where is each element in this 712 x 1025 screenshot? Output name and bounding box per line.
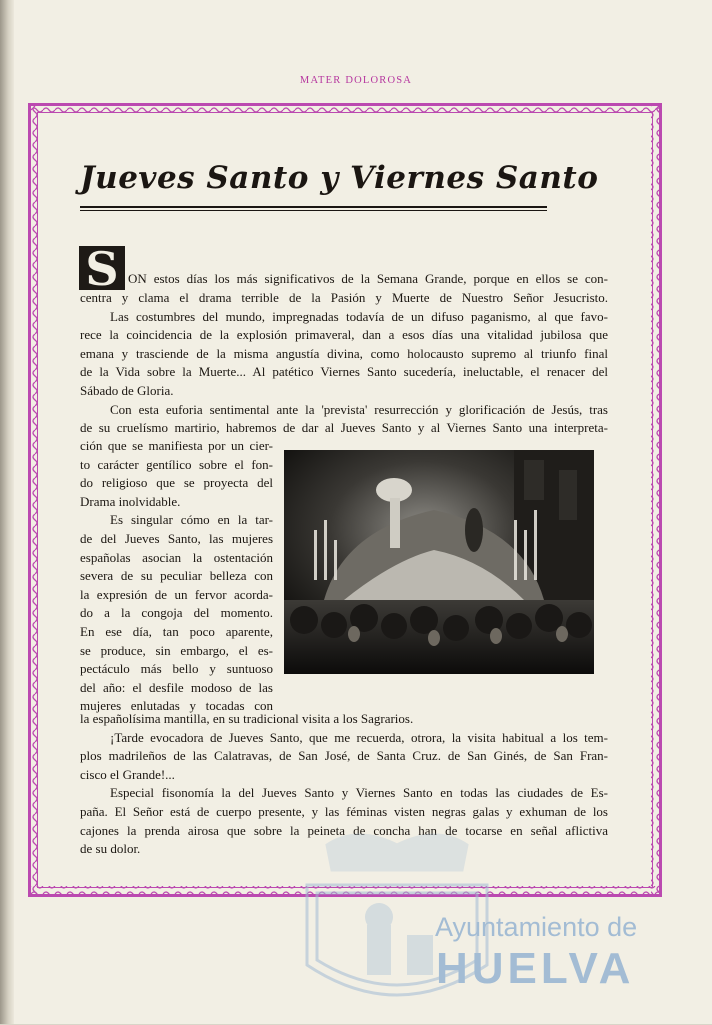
text-line: Sábado de Gloria. — [80, 382, 174, 398]
running-head: MATER DOLOROSA — [299, 75, 413, 86]
text-line: Drama inolvidable. — [80, 493, 181, 509]
first-line — [128, 270, 608, 289]
text-line: de del Jueves Santo, las mujeres — [80, 530, 273, 546]
text-line: cajones la prenda airosa que sobre la peineta de concha han de tocarse en señal aflictiva — [80, 822, 608, 838]
article-title: Jueves Santo y Viernes Santo — [80, 160, 599, 196]
text-line: pectáculo más bello y suntuoso — [80, 661, 273, 677]
text-line: Es singular cómo en la tar- — [110, 512, 273, 528]
text-line: En ese día, tan poco aparente, — [80, 623, 273, 639]
procession-photograph — [284, 450, 594, 674]
text-line: cisco el Grande!... — [80, 766, 175, 782]
text-line: españolas asocian la ostentación — [80, 549, 273, 565]
drop-cap-letter: S — [85, 242, 119, 296]
text-line: Con esta euforia sentimental ante la 'prevista' resurrección y glorificación de Jesús, tras — [110, 401, 608, 417]
text-line: se produce, sin embargo, el es- — [80, 642, 273, 658]
text-line: de la Vida sobre la Muerte... Al patético Viernes Santo sucedería, ineluctable, el renacer del — [80, 364, 608, 380]
text-line: plos madrileños de las Calatravas, de San José, de Santa Cruz. de San Ginés, de San Fran- — [80, 748, 608, 764]
wrapped-column — [80, 437, 273, 716]
title-underline — [80, 206, 547, 208]
text-line: de su cruelísmo martirio, habremos de dar al Jueves Santo y al Viernes Santo una interpreta- — [80, 420, 608, 436]
text-line: centra y clama el drama terrible de la Pasión y Muerte de Nuestro Señor Jesucristo. — [80, 290, 608, 305]
text-line: do a la congoja del momento. — [80, 605, 273, 621]
text-line: la españolísima mantilla, en su tradicional visita a los Sagrarios. — [80, 711, 414, 726]
title-underline-thin — [80, 210, 547, 211]
procession-photo-illustration — [284, 450, 594, 674]
text-line: ON estos días los más significativos de la Semana Grande, porque en ellos se con- — [128, 271, 608, 286]
intro-paragraphs — [80, 289, 608, 438]
text-line: del año: el desfile modoso de las — [80, 679, 273, 695]
book-spine-shadow — [0, 0, 14, 1024]
text-line: mujeres enlutadas y tocadas con — [80, 698, 273, 714]
watermark-line2: HUELVA — [436, 944, 635, 993]
text-line: Especial fisonomía la del Jueves Santo y Viernes Santo en todas las ciudades de Es- — [110, 785, 608, 801]
text-line: Las costumbres del mundo, impregnadas todavía de un difuso paganismo, al que favo- — [110, 308, 608, 324]
drop-cap-ornament — [79, 242, 125, 296]
text-line: la expresión de un fervor acorda- — [80, 586, 273, 602]
text-line: to carácter gentílico sobre el fon- — [80, 456, 273, 472]
text-line: de su dolor. — [80, 841, 141, 857]
text-line: rece la coincidencia de la explosión primaveral, dan a esos días una vitalidad jubilosa que — [80, 327, 608, 343]
text-line: ción que se manifiesta por un cier- — [80, 438, 273, 453]
text-line: ¡Tarde evocadora de Jueves Santo, que me recuerda, otrora, la visita habitual a los tem- — [110, 729, 608, 745]
watermark-line1: Ayuntamiento de — [435, 912, 638, 942]
text-line: do religioso que se proyecta del — [80, 475, 273, 491]
text-line: paña. El Señor está de cuerpo presente, y las féminas visten negras galas y exhuman de los — [80, 803, 608, 819]
text-line: emana y trasciende de la misma angustía divina, como holocausto supremo al triunfo final — [80, 345, 608, 361]
text-line: severa de su peculiar belleza con — [80, 568, 273, 584]
